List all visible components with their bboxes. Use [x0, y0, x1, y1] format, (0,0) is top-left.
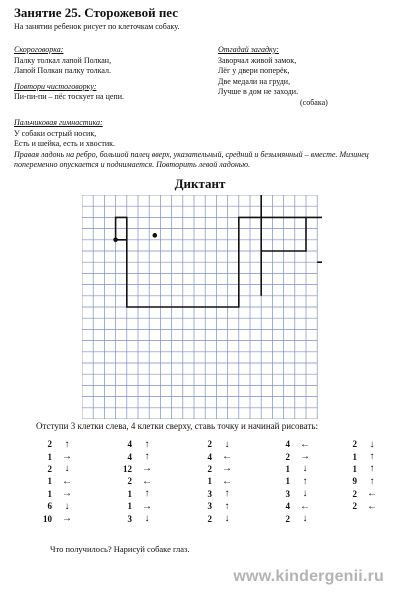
tongue-twister-line: Лапой Полкан палку толкал.	[14, 66, 112, 75]
step-count: 1	[285, 476, 290, 487]
riddle-answer: (собака)	[300, 97, 328, 107]
dictation-question: Что получилось? Нарисуй собаке глаз.	[50, 544, 190, 554]
arrow-down-icon: ↓	[64, 500, 70, 512]
dictation-step	[196, 488, 256, 500]
dictation-step	[274, 512, 334, 524]
dictation-step	[196, 500, 256, 512]
dictation-title: Диктант	[174, 176, 226, 191]
arrow-up-icon: ↑	[144, 451, 150, 463]
step-count: 2	[47, 463, 52, 474]
dictation-step	[341, 488, 400, 500]
step-count: 1	[285, 463, 290, 474]
arrow-left-icon: ←	[300, 500, 310, 512]
riddle-line: Две медали на груди,	[218, 76, 291, 86]
drawing-grid	[82, 195, 322, 419]
step-count: 2	[285, 451, 290, 462]
step-count: 2	[352, 439, 357, 450]
step-count: 2	[47, 439, 52, 450]
arrow-left-icon: ←	[62, 475, 72, 487]
gymnastics-instruction: Правая ладонь на ребро, большой палец вверх, указательный, средний и безымянный – вместе. Мизинец попеременно опускается и поднимается. Повторить левой ладонью.	[14, 149, 369, 169]
finger-gymnastics	[14, 118, 389, 171]
pure-talk-heading: Повтори чистоговорку:	[14, 81, 97, 91]
riddle-line: Заворчал живой замок,	[218, 55, 297, 65]
step-count: 1	[127, 488, 132, 499]
dictation-step	[341, 500, 400, 512]
arrow-right-icon: →	[142, 500, 152, 512]
arrow-down-icon: ↓	[369, 438, 375, 450]
arrow-up-icon: ↑	[302, 475, 308, 487]
step-count: 6	[47, 501, 52, 512]
steps-column	[341, 438, 400, 512]
arrow-left-icon: ←	[142, 475, 152, 487]
gymnastics-line: Есть и шейка, есть и хвостик.	[14, 139, 116, 148]
step-count: 2	[352, 501, 357, 512]
riddle-heading: Отгадай загадку:	[218, 45, 279, 54]
arrow-right-icon: →	[62, 451, 72, 463]
dictation-step	[196, 475, 256, 487]
arrow-down-icon: ↓	[224, 438, 230, 450]
arrow-down-icon: ↓	[302, 488, 308, 500]
arrow-up-icon: ↑	[224, 500, 230, 512]
site-watermark: www.kindergenii.ru	[233, 568, 384, 585]
step-count: 1	[47, 476, 52, 487]
arrow-right-icon: →	[222, 463, 232, 475]
dictation-step	[116, 463, 176, 475]
dictation-step	[116, 500, 176, 512]
gymnastics-line: У собаки острый носик,	[14, 128, 97, 138]
dictation-step	[196, 463, 256, 475]
step-count: 2	[127, 476, 132, 487]
dictation-step	[116, 512, 176, 524]
step-count: 1	[352, 463, 357, 474]
arrow-down-icon: ↓	[144, 513, 150, 525]
arrow-right-icon: →	[142, 463, 152, 475]
gymnastics-heading: Пальчиковая гимнастика:	[14, 118, 103, 127]
dictation-step	[116, 450, 176, 462]
arrow-up-icon: ↑	[369, 475, 375, 487]
dictation-step	[341, 475, 400, 487]
dictation-step	[274, 450, 334, 462]
arrow-up-icon: ↑	[369, 451, 375, 463]
arrow-left-icon: ←	[222, 475, 232, 487]
dictation-step	[36, 488, 96, 500]
page-subtitle: На занятии ребенок рисует по клеточкам собаку.	[14, 22, 180, 31]
steps-column	[274, 438, 334, 525]
arrow-up-icon: ↑	[144, 438, 150, 450]
tongue-twister-heading: Скороговорка:	[14, 45, 64, 54]
step-count: 1	[47, 488, 52, 499]
step-count: 1	[47, 451, 52, 462]
page-title: Занятие 25. Сторожевой пес	[14, 5, 179, 20]
arrow-left-icon: ←	[367, 488, 377, 500]
step-count: 2	[207, 439, 212, 450]
step-count: 2	[207, 463, 212, 474]
step-count: 2	[352, 488, 357, 499]
step-count: 1	[127, 501, 132, 512]
dictation-step	[36, 463, 96, 475]
step-count: 3	[207, 501, 212, 512]
dictation-step	[36, 450, 96, 462]
step-count: 4	[127, 439, 132, 450]
arrow-left-icon: ←	[367, 500, 377, 512]
step-count: 2	[285, 513, 290, 524]
dictation-step	[36, 475, 96, 487]
step-count: 4	[127, 451, 132, 462]
steps-column	[116, 438, 176, 525]
step-count: 10	[43, 513, 52, 524]
dictation-step	[196, 450, 256, 462]
dictation-step	[196, 438, 256, 450]
dictation-step	[341, 450, 400, 462]
step-count: 3	[207, 488, 212, 499]
dictation-step	[36, 438, 96, 450]
dictation-step	[36, 512, 96, 524]
steps-column	[196, 438, 256, 525]
step-count: 3	[127, 513, 132, 524]
pure-talk-line: Пи-пи-пи – пёс тоскует на цепи.	[14, 92, 124, 101]
dictation-instruction: Отступи 3 клетки слева, 4 клетки сверху, ставь точку и начинай рисовать:	[36, 421, 318, 431]
arrow-right-icon: →	[62, 513, 72, 525]
dictation-step	[274, 500, 334, 512]
arrow-down-icon: ↓	[302, 513, 308, 525]
step-count: 12	[123, 463, 132, 474]
tongue-twister-line: Палку толкал лапой Полкан,	[14, 55, 112, 65]
step-count: 4	[285, 439, 290, 450]
left-column	[14, 45, 204, 103]
arrow-up-icon: ↑	[369, 463, 375, 475]
arrow-left-icon: ←	[222, 451, 232, 463]
riddle-line: Лёг у двери поперёк,	[218, 66, 290, 75]
dictation-step	[341, 438, 400, 450]
dictation-step	[116, 488, 176, 500]
right-column	[218, 45, 388, 108]
steps-column	[36, 438, 96, 525]
step-count: 1	[207, 476, 212, 487]
arrow-down-icon: ↓	[64, 463, 70, 475]
arrow-up-icon: ↑	[224, 488, 230, 500]
dictation-step	[274, 463, 334, 475]
step-count: 4	[285, 501, 290, 512]
dictation-step	[196, 512, 256, 524]
step-count: 9	[352, 476, 357, 487]
dictation-step	[341, 463, 400, 475]
arrow-right-icon: →	[300, 451, 310, 463]
dictation-step	[274, 438, 334, 450]
arrow-down-icon: ↓	[302, 463, 308, 475]
step-count: 2	[207, 513, 212, 524]
arrow-up-icon: ↑	[64, 438, 70, 450]
dictation-step	[36, 500, 96, 512]
start-dot	[113, 238, 118, 243]
riddle-line: Лучше в дом не заходи.	[218, 87, 299, 96]
step-count: 4	[207, 451, 212, 462]
arrow-down-icon: ↓	[224, 513, 230, 525]
step-count: 3	[285, 488, 290, 499]
arrow-left-icon: ←	[300, 438, 310, 450]
step-count: 1	[352, 451, 357, 462]
eye-dot	[153, 233, 158, 238]
arrow-right-icon: →	[62, 488, 72, 500]
dictation-step	[116, 438, 176, 450]
dictation-step	[116, 475, 176, 487]
dictation-step	[274, 488, 334, 500]
dictation-step	[274, 475, 334, 487]
arrow-up-icon: ↑	[144, 488, 150, 500]
